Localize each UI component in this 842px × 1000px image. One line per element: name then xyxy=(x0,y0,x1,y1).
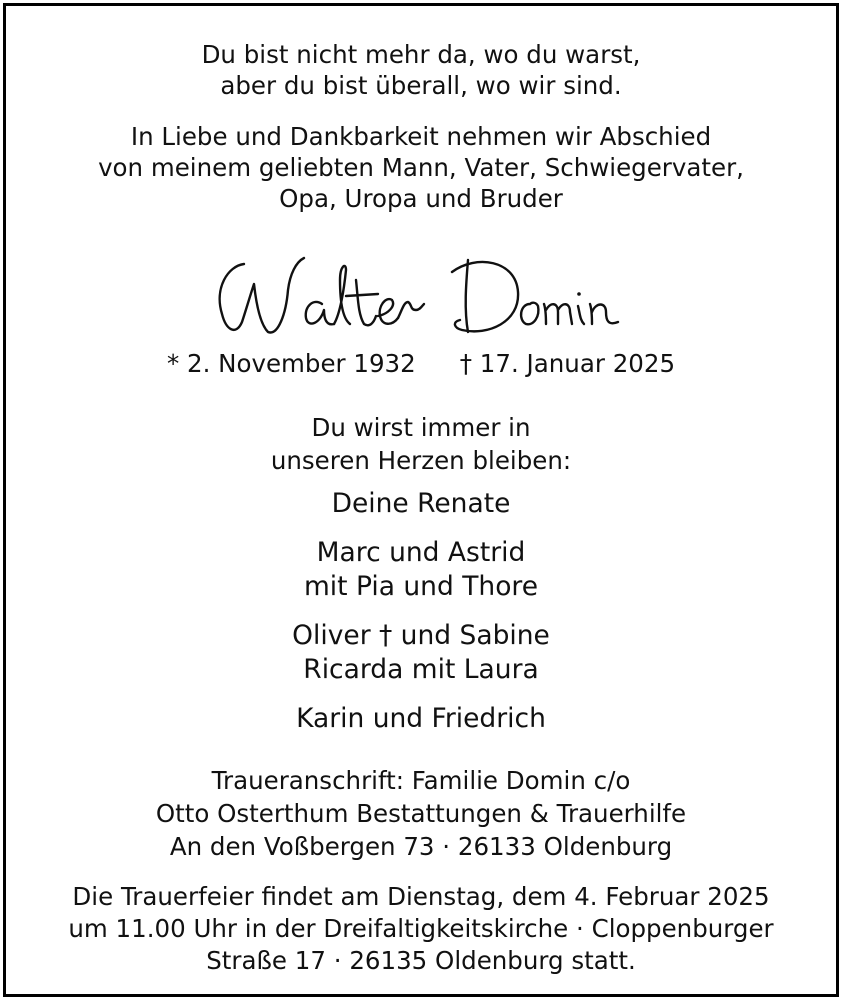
service-line-1: Die Trauerfeier findet am Dienstag, dem 4. Februar 2025 xyxy=(72,882,770,911)
intro-line-2: von meinem geliebten Mann, Vater, Schwiegervater, xyxy=(98,153,744,182)
intro-line-3: Opa, Uropa und Bruder xyxy=(279,184,563,213)
life-dates xyxy=(6,347,836,380)
family-marc-line-2: mit Pia und Thore xyxy=(303,571,539,602)
birth-date: * 2. November 1932 xyxy=(166,349,416,378)
deceased-name-signature xyxy=(206,244,646,344)
obituary-frame xyxy=(3,3,839,997)
quote-line-1: Du bist nicht mehr da, wo du warst, xyxy=(201,40,641,69)
service-line-3: Straße 17 · 26135 Oldenburg statt. xyxy=(206,946,636,975)
service-line-2: um 11.00 Uhr in der Dreifaltigkeitskirche · Cloppenburger xyxy=(68,914,774,943)
address-line-3: An den Voßbergen 73 · 26133 Oldenburg xyxy=(169,832,673,861)
family-marc-line-1: Marc und Astrid xyxy=(316,537,526,568)
address-line-2: Otto Osterthum Bestattungen & Trauerhilfe xyxy=(155,799,687,828)
remembrance-line-2: unseren Herzen bleiben: xyxy=(270,446,572,475)
family-karin: Karin und Friedrich xyxy=(296,703,546,734)
intro-line-1: In Liebe und Dankbarkeit nehmen wir Abschied xyxy=(130,122,712,151)
death-date: † 17. Januar 2025 xyxy=(459,349,676,378)
quote-line-2: aber du bist überall, wo wir sind. xyxy=(220,71,622,100)
family-renate: Deine Renate xyxy=(331,488,511,519)
address-line-1: Traueranschrift: Familie Domin c/o xyxy=(211,766,631,795)
remembrance-line-1: Du wirst immer in xyxy=(311,413,531,442)
family-oliver-line-2: Ricarda mit Laura xyxy=(303,654,539,685)
family-oliver-line-1: Oliver † und Sabine xyxy=(292,620,550,651)
